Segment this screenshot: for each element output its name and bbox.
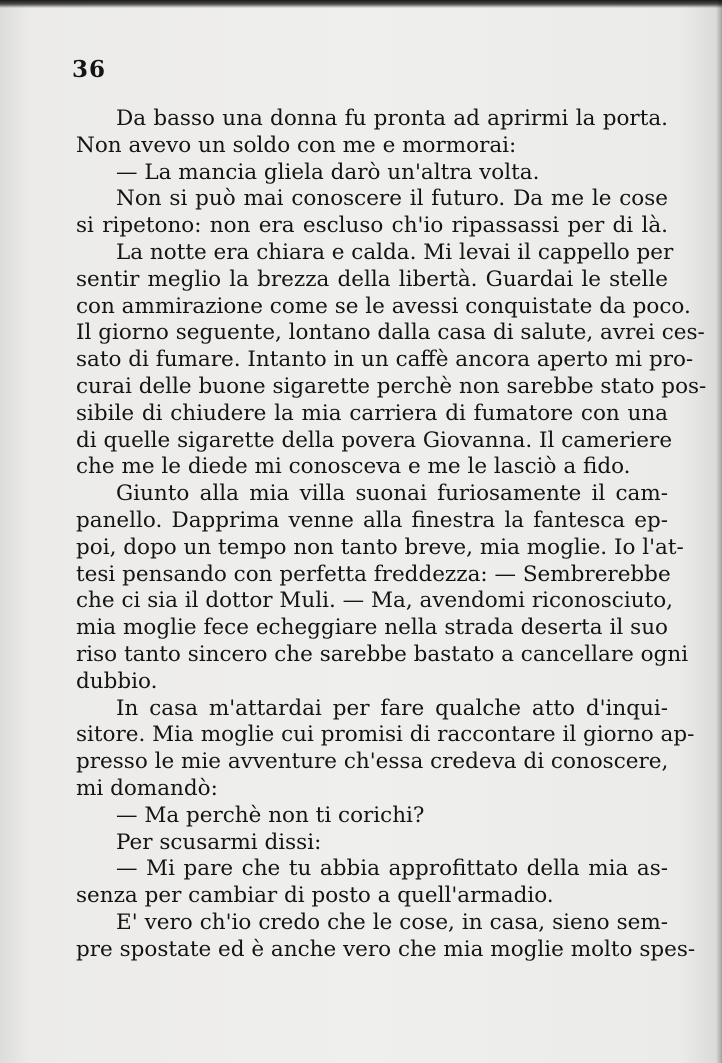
text-line: riso tanto sincero che sarebbe bastato a cancellare ogni bbox=[76, 641, 689, 667]
text-line: Per scusarmi dissi: bbox=[116, 829, 322, 855]
text-line: E' vero ch'io credo che le cose, in casa, sieno sem- bbox=[116, 909, 668, 935]
text-line: sitore. Mia moglie cui promisi di raccontare il giorno ap- bbox=[76, 722, 695, 748]
text-line: che me le diede mi conosceva e me le lasciò a fido. bbox=[76, 454, 631, 480]
text-line: si ripetono: non era escluso ch'io ripassassi per di là. bbox=[76, 213, 668, 239]
text-line: Non avevo un soldo con me e mormorai: bbox=[76, 132, 517, 158]
text-line: In casa m'attardai per fare qualche atto d'inqui- bbox=[116, 695, 668, 721]
text-line: sibile di chiudere la mia carriera di fumatore con una bbox=[76, 400, 668, 426]
text-line: sentir meglio la brezza della libertà. Guardai le stelle bbox=[76, 266, 668, 292]
text-line: Giunto alla mia villa suonai furiosamente il cam- bbox=[116, 481, 668, 507]
text-line: Il giorno seguente, lontano dalla casa di salute, avrei ces- bbox=[76, 320, 705, 346]
text-line: Da basso una donna fu pronta ad aprirmi la porta. bbox=[116, 106, 668, 131]
text-line: panello. Dapprima venne alla finestra la fantesca ep- bbox=[76, 507, 668, 533]
text-line: — La mancia gliela darò un'altra volta. bbox=[116, 159, 540, 185]
text-line: mi domandò: bbox=[76, 775, 218, 801]
text-line: curai delle buone sigarette perchè non sarebbe stato pos- bbox=[76, 373, 707, 399]
text-line: con ammirazione come se le avessi conquistate da poco. bbox=[76, 293, 691, 319]
text-line: Non si può mai conoscere il futuro. Da me le cose bbox=[116, 186, 668, 212]
page-top-shadow bbox=[0, 0, 722, 8]
text-line: pre spostate ed è anche vero che mia moglie molto spes- bbox=[76, 936, 696, 962]
text-line: di quelle sigarette della povera Giovanna. Il cameriere bbox=[76, 427, 673, 453]
body-text bbox=[76, 106, 707, 964]
text-line: tesi pensando con perfetta freddezza: — Sembrerebbe bbox=[76, 561, 671, 587]
text-line: La notte era chiara e calda. Mi levai il cappello per bbox=[116, 239, 674, 265]
text-line: senza per cambiar di posto a quell'armadio. bbox=[76, 883, 554, 909]
text-line: mia moglie fece echeggiare nella strada deserta il suo bbox=[76, 615, 668, 641]
page-right-edge bbox=[716, 0, 722, 1063]
text-line: — Ma perchè non ti corichi? bbox=[116, 802, 425, 828]
text-line: sato di fumare. Intanto in un caffè ancora aperto mi pro- bbox=[76, 347, 694, 373]
text-line: — Mi pare che tu abbia approfittato della mia as- bbox=[116, 856, 668, 882]
text-line: presso le mie avventure ch'essa credeva di conoscere, bbox=[76, 749, 669, 775]
text-line: che ci sia il dottor Muli. — Ma, avendomi riconosciuto, bbox=[76, 588, 673, 614]
text-line: dubbio. bbox=[76, 668, 158, 694]
text-line: poi, dopo un tempo non tanto breve, mia moglie. Io l'at- bbox=[76, 534, 684, 560]
page-number: 36 bbox=[72, 56, 107, 83]
